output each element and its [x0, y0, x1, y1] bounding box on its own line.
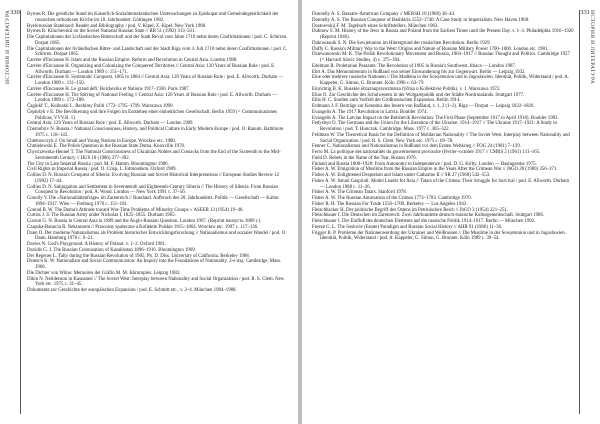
- bibliography-entry: Central Asia: 120 Years of Russian Rule / pod. E. Allworth. Durham — London 1989.: [27, 121, 194, 127]
- bibliography-entry: Fisher A. W. Ismail Gaspirali: Model Leader for Asia // Tatars of the Crimea: Their Struggle for Survival / pod. E. Allworth. Durham — London 1988 c. 11–26.: [312, 178, 570, 190]
- bibliography-entry: Czapska-Ranucia R. Nekrasnom // Prawosny społeczne a Kollektie Polskie 1815–1864. Wrocław etc. 1997 c. 117–136.: [27, 224, 259, 230]
- margin-rule: [20, 10, 21, 414]
- bibliography-entry: Collins D. N. Russia's Conquest of Siberia: Evolving Russian and Soviet Historical Interpretations // European Studies Review 12 (1982) 17–44.: [27, 173, 280, 184]
- bibliography-entry: Fisher A. W. The Russian Annexation of the Crimea 1772–1783. Cambridge 1970.: [312, 196, 472, 201]
- bibliography-entry: Carrère d'Encausse H. Le grand défi: Bolcheviks et Nations 1917–1930. Paris 1987.: [27, 86, 190, 92]
- bibliography-entry: Ehrt A. Das Mennonitentum in Rußland von seiner Einwanderung bis zur Gegenwart. Berlin — Leipzig 1932.: [312, 69, 526, 75]
- bibliography-entry: Carrère d'Encausse H. The Stirring of National Feeling // Central Asia: 120 Years of Russian Rule / pod. E. Allworth. Durham — London 1989 c. 172–188.: [27, 92, 277, 104]
- bibliography-entry: Erdmann J. F. Beiträge zur Kenntnis des Innern von Rußland, v. 1, 2 (1–2). Riga — Dorpat — Leipzig 1822–1826.: [312, 104, 535, 109]
- running-head: ИСТОРИЯ И ЛИТЕРАТУРА: [5, 10, 11, 85]
- bibliography-entry: Eine oder mehrere russische Nationen // Die Madlena in der Sowjetunion und in Jugoslawien. Identität, Politik, Widerstand / pod. A. Kappeler, G. Simon, G. Brunner. Köln 1990 c. 63–79.: [312, 75, 569, 86]
- bibliography-entry: Carrère d'Encausse H. Organizing and Colonizing the Conquered Territories // Central Asia: 120 Years of Russian Rule / pod. E. Allworth. Durham — London 1989 c. 151–171.: [27, 63, 276, 75]
- bibliography-entry: Elias O. Zur Geschichte des Schulwesens in der Wolgarepublik und der Städte Nordrusslands. Stuttgart 1977.: [312, 92, 525, 98]
- bibliography-entry: Civil Rights in Imperial Russia / pod. O. Crisp, L. Edmondson. Oxford 1989.: [27, 167, 177, 173]
- bibliography-entry: Chernobriv N. Russia // National Consciousness, History, and Political Culture in Early Modern Europe / pod. O. Ranum. Baltimore 1975 c. 118–143.: [27, 127, 284, 138]
- margin-rule: [579, 10, 580, 414]
- bibliography-entry: Donnelly A. S. The Russian Conquest of Bashkiria 1552–1740: A Case Study in Imperialism. New Haven 1968.: [312, 17, 530, 23]
- right-page: [302, 0, 600, 424]
- bibliography-entry: Einrichtig B. K. Russkie obraznopravozmatsa řýčitsa u Kollektivie Politiki, v. 1. Warszawa 1972.: [312, 86, 501, 92]
- bibliography-entry: Curtiss J. S. The Russian Army under Nicholas I, 1825–1855. Durham 1965.: [27, 213, 176, 219]
- bibliography-entry: Feldman W. The Theoretical Basis for the Definition of Moldavian Nationality // The Soviet West. Interplay between Nationality and Social Organization / pod. R. S. Clem. New York etc. 1975 c. 69–78.: [312, 132, 570, 144]
- bibliography-entry: Carrère d'Encausse H. Islam and the Russian Empire: Reform and Revolution in Central Asia. London 1988.: [27, 58, 238, 63]
- bibliography-entry: Fisher A. W. The Crimean Tatars. Stanford 1978.: [312, 190, 407, 196]
- bibliography-entry: Donnelly A. S. Bassam–American Company // MERSH 10 (1980) 36–44.: [312, 12, 456, 17]
- bibliography-entry: Dubnow S. M. History of the Jews in Russia and Poland from the Earliest Times until the Present Day. v. 1–3. Philadelphia 1916–1920 (Reprint 1946).: [312, 29, 574, 40]
- bibliography-entry: Chmielewski E. The Polish Question in the Russian State Duma. Knoxville 1970.: [27, 144, 186, 150]
- bibliography-entry: Evangelis A. The 1917 Revolution in Latvia. Boulder 1974.: [312, 109, 428, 115]
- bibliography-entry: Evangelis A. The Latvian Impact on the Bolshevik Revolution: The First Phase (September 1917 to April 1918). Boulder 1983.: [312, 115, 559, 121]
- bibliography-entry: Conrad B. W. The Duma's Attitude toward War-Time Problems of Minority Groups // ASEER 13 (1954) 19–46.: [27, 207, 244, 213]
- bibliography-entry: Byrnes R. Kliuchevskii on the Soviet National Russian State // RR 51 (1992) 313–331.: [27, 29, 196, 35]
- page-number: 330: [10, 9, 20, 16]
- bibliography-entry: Byrnes R. Die geistliche Stand im Kaiserlich-Sozialdemokratischen Untersuchungen zu Episkopat und Gemeindegeistlichkeit der russischen orthodoxen Kirche im 18. Jahrhundert. Göttingen 1982.: [27, 12, 279, 23]
- bibliography-entry: Fleischhauer I. Der Einfluß des deutschen Elements auf die russische Politik 1914–1917. Berlin — München 1992.: [312, 219, 536, 224]
- bibliography-entry: Fisher A. W. Emigration of Muslims from the Russian Empire in the Years After the Crimean War // JbGO 28 (1980) 356–371.: [312, 167, 558, 173]
- bibliography-entry: Dostoevskij F. M. Tagebuch eines Schriftstellers. München 1963.: [312, 23, 439, 29]
- bibliography-entry: Dziewanowski M. K. The Polish Revolutionary Movement and Russia, 1904–1917 // Russian Thought and Politics. Cambridge 1957 (= Harvard Slavic Studies, 4) c. 375–394.: [312, 52, 570, 63]
- bibliography-entry: Davidis G. J. The Russian Colonization of Kazakhstan 1896–1916. Bloomington 1969.: [27, 247, 196, 253]
- left-page: [0, 0, 298, 424]
- bibliography-entry: Fleischhauer I. Die Deutschen im Zarenreich: Zwei Jahrhunderte deutsch-russische Kulturgemeinschaft. Stuttgart 1986.: [312, 213, 545, 219]
- bibliography-entry: Davies N. God's Playground: A History of Poland. v. 1–2. Oxford 1981.: [27, 242, 167, 247]
- bibliography-entry: Field D. Rebels in the Name of the Tsar. Boston 1976.: [312, 155, 417, 161]
- bibliography-entry: Fisher R. H. The Russian Fur Trade 1550–1700. Berkeley — Los Angeles 1943.: [312, 201, 468, 207]
- bibliography-entry: Die Dichter von Wilno: Memoires der Gräfin M. M. Khrumpiev. Leipzig 1883.: [27, 270, 181, 276]
- bibliography-entry: Čepiušyk v E. Die Bevölkerung und ihre Folgen im Entstehen einer einheitlichen Gesellschaft. Berlin 1959 (= Communicationes Publicae, VVV.B. 1).: [27, 109, 277, 121]
- running-head: ИСТОРИЯ И ЛИТЕРАТУРА: [589, 10, 595, 85]
- bibliography-entry: Čaginkl' T., Kulinskii L. Rezhimy Politi 1772–1795–1799. Warszawa 1990.: [27, 104, 174, 109]
- bibliography-entry: Chynczewska-Hennel T. The National Consciousness of Ukrainian Nobles and Cossacks from the End of the Sixteenth to the Mid-Seventeenth Century // HUS 10 (1986) 377–392.: [27, 150, 281, 161]
- bibliography-entry: Chlebowczyk J. On Small and Young Nations in Europe. Wrocław etc. 1980.: [27, 138, 177, 144]
- bibliography-entry: Byelorussian Statehood: Reader and Bibliography / pod. V. Kipel, Z. Kipel. New York 1988.: [27, 23, 207, 29]
- bibliography-entry: Deutsch K. W. Nationalism and Social Communication: An Inquiry into the Foundations of Nationality. 2-e изд. Cambridge, Mass. 1966.: [27, 259, 282, 270]
- bibliography-entry: The City in Late Imperial Russia / pod. M. F. Hamm. Bloomington 1986.: [27, 161, 169, 167]
- bibliography-entry: Die Capitulationen der Livländischen Ritterschaft und der Stadt Reval vom Jahre 1710 nebst deren Confirmationen / pod. C. Schirren. Dorpat 1865.: [27, 35, 288, 46]
- bibliography-entry: Die Capitulationen der livländischen Ritter- und Landschaft und der Stadt Riga vom 4. Juli 1710 nebst deren Confirmationen / pod. C. Schirren. Dorpat 1865.: [27, 46, 288, 58]
- bibliography-entry: Dokumente zur Geschichte der europäischen Expansion / pod. E. Schmitt etc., v. 2–4. München 1984–1988.: [27, 288, 237, 293]
- bibliography-entry: Freeze G. L. The Soslovie (Estate) Paradigm and Russian Social History // AHR 91 (1986) 11–36.: [312, 224, 503, 230]
- bibliography-entry: Der Regener L. Tally during the Russian Revolution of 1905. Ph. D. Diss. University of California. Berkeley 1988.: [27, 253, 250, 259]
- bibliography-entry: Fedyshyn O. The Germans and the Union for the Liberation of the Ukraine, 1914–1917 // The Ukraine 1917–1921: A Study in Revolution / pod. T. Hunczak. Cambridge, Mass. 1977 c. 305–322.: [312, 121, 557, 132]
- bibliography-list: [27, 12, 289, 294]
- bibliography-entry: Dikin N. Nelidenson in Kasnamel // The Soviet West: Interplay between Nationality and Social Organization / pod. R. S. Clem. New York etc. 1975 c. 31–45.: [27, 276, 285, 288]
- bibliography-entry: Dann O. Der moderne Nationalismus als Problem historischer Entwicklungsforschung // Nationalismus und sozialer Wandel / pod. O. Dann. Hamburg 1978 c. 9–21.: [27, 230, 287, 242]
- bibliography-entry: Collins D. N. Subjugation and Settlement in Seventeenth and Eighteenth-Century Siberia // The History of Siberia. From Russian Conquest to Revolution / pod. A. Wood. London — New York 1991 c. 37–56.: [27, 184, 278, 196]
- bibliography-entry: Ferro M. La politique des nationalités du gouvernement provisoire (février–octobre 1917 // CMRS 2 (1961) 131–165.: [312, 150, 541, 155]
- bibliography-entry: Fleischhacker H. Der politische Begriff des Ostens im Petrinischen Reich // JbGO 3 (1954) 221–251.: [312, 207, 509, 213]
- bibliography-entry: Dukowasnik S. N. Die Sowjetunion im Hintergrund der russischen Revolution. Berlin 1929.: [312, 40, 491, 46]
- bibliography-entry: Curzon G. N. Russia in Central Asia in 1889 and the Anglo-Russian Question. London 1967. (Reprint наизусть 1889 г.).: [27, 219, 262, 224]
- bibliography-entry: Finland and Russia 1808–1920: From Autonomy to Independence / pod. D. G. Kirby. London — Basingstoke 1975.: [312, 161, 537, 167]
- bibliography-entry: Fisher A. W. Enlightened Despotism and Islam under Catharine II // SR 27 (1968) 542–553.: [312, 173, 491, 178]
- bibliography-entry: Ellis H. C. Studien zum Vorfeld der Großrussischen Expansion. Berlin 1914.: [312, 98, 461, 104]
- page-number: 331: [580, 9, 590, 16]
- bibliography-entry: Frigger B. P. Probleme der Nationenwerdung der Ukrainer und Weißrussen // Die Muslime in der Sowjetunion und in Jugoslawien. Identität, Politik, Widerstand / pod. A. Kappeler, G. Simon, G. Brunner. Köln 1989 c. 39–54.: [312, 230, 566, 242]
- bibliography-entry: Edelman R. Proletarian Peasants: The Revolution of 1905 in Russia's Southwest. Ithaca — London 1987.: [312, 63, 517, 69]
- bibliography-entry: Duffy C. Russia's Military Way to the West: Origins and Nature of Russian Military Power 1700–1800. London etc. 1981.: [312, 46, 549, 52]
- bibliography-entry: Carrère d'Encausse H. Systematic Conquest, 1865 to 1884 // Central Asia: 120 Years of Russian Rule / pod. E. Allworth. Durham — London 1989 c. 131–150.: [27, 75, 284, 86]
- bibliography-list: [312, 12, 574, 242]
- bibliography-entry: Fenner C. Nationalismus und Nationalismus in Rußland vor dem Ersten Weltkrieg // FOG 24 (1981) 7–139.: [312, 144, 521, 150]
- bibliography-entry: Conolly V. Die «Nationalitätenfrage» im Zarenreich // Russland. Aufbruch des 20. Jahrhunderts. Politik — Gesellschaft — Kultur 1894–1917. Wien — Freiburg 1970 c. 151–181.: [27, 196, 279, 207]
